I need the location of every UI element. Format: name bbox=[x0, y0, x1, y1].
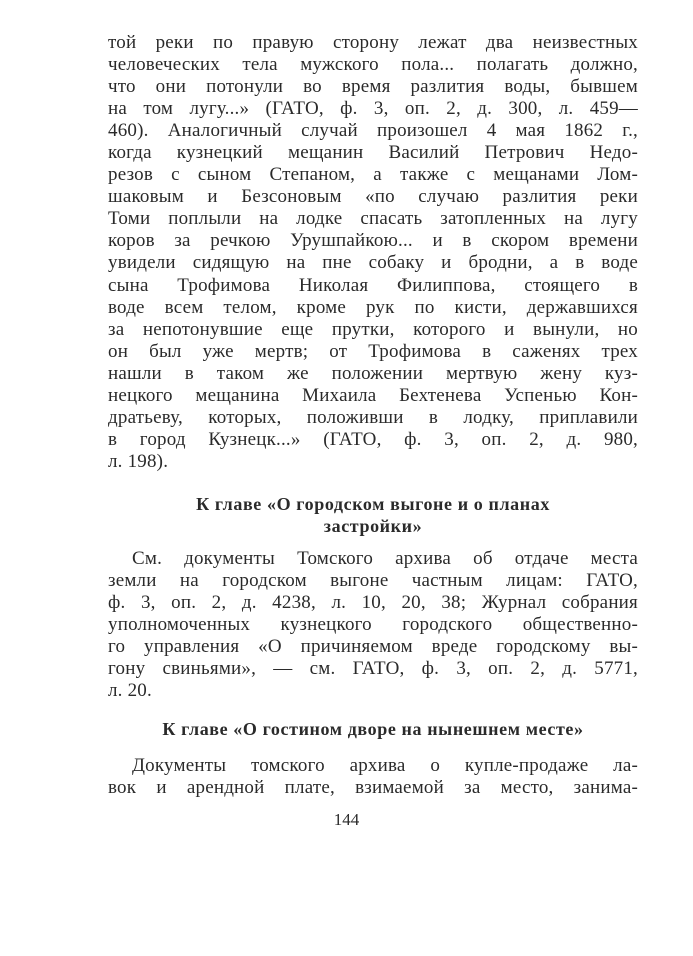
heading-line: К главе «О городском выгоне и о планах bbox=[196, 494, 550, 514]
heading-line: застройки» bbox=[323, 516, 423, 536]
text-line: той реки по правую сторону лежат два неизвестных bbox=[108, 32, 638, 53]
text-line: воде всем телом, кроме рук по кисти, державшихся bbox=[108, 296, 638, 318]
text-line: резов с сыном Степаном, а также с мещанами Лом- bbox=[108, 164, 638, 186]
text-line: Томи поплыли на лодке спасать затопленных на лугу bbox=[108, 208, 638, 230]
text-line: в город Кузнецк...» (ГАТО, ф. 3, оп. 2, д. 980, bbox=[108, 428, 638, 450]
text-line: вок и арендной плате, взимаемой за место, занима- bbox=[108, 777, 638, 799]
text-line: 460). Аналогичный случай произошел 4 мая 1862 г., bbox=[108, 120, 638, 142]
text-line: л. 198). bbox=[108, 450, 169, 472]
text-line: что они потонули во время разлития воды, бывшем bbox=[108, 76, 638, 98]
text-line: земли на городском выгоне частным лицам: ГАТО, bbox=[108, 570, 638, 592]
text-line: нашли в таком же положении мертвую жену куз- bbox=[108, 362, 638, 384]
text-line: увидели сидящую на пне собаку и бродни, а в воде bbox=[108, 252, 638, 274]
section-heading-gostiny-dvor: К главе «О гостином дворе на нынешнем месте» bbox=[162, 719, 584, 739]
paragraph-vygon-documents bbox=[108, 548, 638, 702]
text-line: нецкого мещанина Михаила Бехтенева Успенью Кон- bbox=[108, 384, 638, 406]
text-line: коров за речкою Урушпайкою... и в скором времени bbox=[108, 230, 638, 252]
text-line: дратьеву, которых, положивши в лодку, приплавили bbox=[108, 406, 638, 428]
paragraph-gostiny-dvor-documents bbox=[108, 755, 638, 799]
text-line: человеческих тела мужского пола... полагать должно, bbox=[108, 54, 638, 76]
text-line: сына Трофимова Николая Филиппова, стоящего в bbox=[108, 274, 638, 296]
text-line: го управления «О причиняемом вреде городскому вы- bbox=[108, 636, 638, 658]
paragraph-flood-account bbox=[108, 32, 638, 473]
text-line: он был уже мертв; от Трофимова в саженях трех bbox=[108, 340, 638, 362]
text-line: за непотонувшие еще прутки, которого и вынули, но bbox=[108, 318, 638, 340]
text-line: на том лугу...» (ГАТО, ф. 3, оп. 2, д. 300, л. 459— bbox=[108, 98, 638, 120]
section-heading-vygon bbox=[108, 493, 638, 537]
text-line: См. документы Томского архива об отдаче места bbox=[132, 548, 638, 569]
text-line: уполномоченных кузнецкого городского общественно- bbox=[108, 614, 638, 636]
text-line: ф. 3, оп. 2, д. 4238, л. 10, 20, 38; Журнал собрания bbox=[108, 592, 638, 614]
text-line: Документы томского архива о купле-продаже ла- bbox=[132, 755, 638, 776]
text-line: л. 20. bbox=[108, 680, 152, 702]
text-line: когда кузнецкий мещанин Василий Петрович Недо- bbox=[108, 142, 638, 164]
text-line: шаковым и Безсоновым «по случаю разлития реки bbox=[108, 186, 638, 208]
page-number: 144 bbox=[333, 810, 360, 829]
text-line: гону свиньями», — см. ГАТО, ф. 3, оп. 2, д. 5771, bbox=[108, 658, 638, 680]
